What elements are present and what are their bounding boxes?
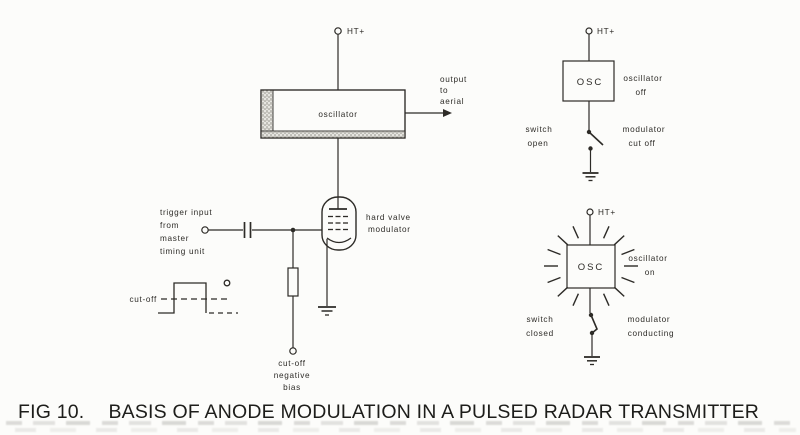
pulse-waveform [158, 280, 238, 313]
osc-box-label: OSC [577, 262, 605, 273]
main-circuit [129, 27, 467, 392]
svg-text:on: on [644, 268, 656, 277]
cutoff-label: cut-off [129, 295, 157, 304]
hard-valve-modulator [322, 138, 356, 306]
svg-text:closed: closed [526, 329, 554, 338]
svg-text:cut off: cut off [628, 139, 656, 148]
svg-text:output: output [440, 75, 467, 84]
oscillator-state-label [623, 74, 662, 97]
oscillator-off-diagram [526, 27, 666, 181]
svg-text:timing unit: timing unit [160, 247, 206, 256]
trigger-label [160, 208, 212, 256]
output-label [440, 75, 467, 106]
svg-text:off: off [635, 88, 647, 97]
modulator-state-label [628, 315, 675, 338]
svg-text:oscillator: oscillator [623, 74, 663, 83]
switch-blade [591, 315, 597, 333]
svg-text:modulator: modulator [622, 125, 666, 134]
switch-blade [589, 132, 603, 145]
ht-terminal [335, 28, 341, 90]
bias-label [274, 359, 311, 392]
svg-text:modulator: modulator [368, 225, 411, 234]
svg-text:master: master [160, 234, 190, 243]
ht-terminal [587, 209, 593, 245]
osc-box-label: OSC [576, 77, 604, 88]
figure-caption [18, 401, 759, 424]
open-switch [587, 101, 603, 172]
switch-state-label [526, 125, 553, 148]
ht-label: HT+ [598, 208, 616, 217]
svg-text:bias: bias [283, 383, 301, 392]
ht-label: HT+ [347, 27, 365, 36]
modulator-state-label [623, 125, 666, 148]
svg-text:switch: switch [525, 125, 553, 134]
svg-text:aerial: aerial [440, 97, 465, 106]
earth-symbol [583, 173, 599, 181]
figure-number: FIG 10. [18, 401, 85, 423]
valve-label [366, 213, 411, 234]
ht-terminal [586, 28, 592, 61]
reference-point [224, 280, 230, 286]
output-arrow [405, 109, 452, 117]
svg-text:modulator: modulator [627, 315, 671, 324]
scan-artifact [6, 428, 796, 432]
switch-state-label [526, 315, 554, 338]
svg-text:open: open [527, 139, 549, 148]
trigger-terminal [202, 227, 208, 233]
grid-resistor [288, 232, 298, 354]
ht-label: HT+ [597, 27, 615, 36]
junction-dot [291, 228, 296, 233]
svg-text:negative: negative [273, 371, 311, 380]
earth-symbol [584, 357, 600, 365]
coupling-capacitor [245, 222, 251, 238]
svg-text:hard valve: hard valve [366, 213, 411, 222]
bias-terminal [290, 348, 296, 354]
svg-text:from: from [160, 221, 180, 230]
pulse-trace [158, 283, 206, 313]
svg-text:to: to [440, 86, 449, 95]
oscillator-label: oscillator [318, 110, 358, 119]
svg-text:oscillator: oscillator [628, 254, 668, 263]
closed-switch [589, 288, 597, 356]
svg-text:cut-off: cut-off [278, 359, 306, 368]
svg-text:conducting: conducting [627, 329, 675, 338]
figure-title: BASIS OF ANODE MODULATION IN A PULSED RADAR TRANSMITTER [108, 401, 760, 423]
svg-text:switch: switch [526, 315, 554, 324]
oscillator-on-diagram [526, 208, 674, 365]
trigger-input-line [202, 222, 322, 238]
earth-symbol [318, 307, 336, 315]
svg-text:trigger input: trigger input [160, 208, 213, 217]
